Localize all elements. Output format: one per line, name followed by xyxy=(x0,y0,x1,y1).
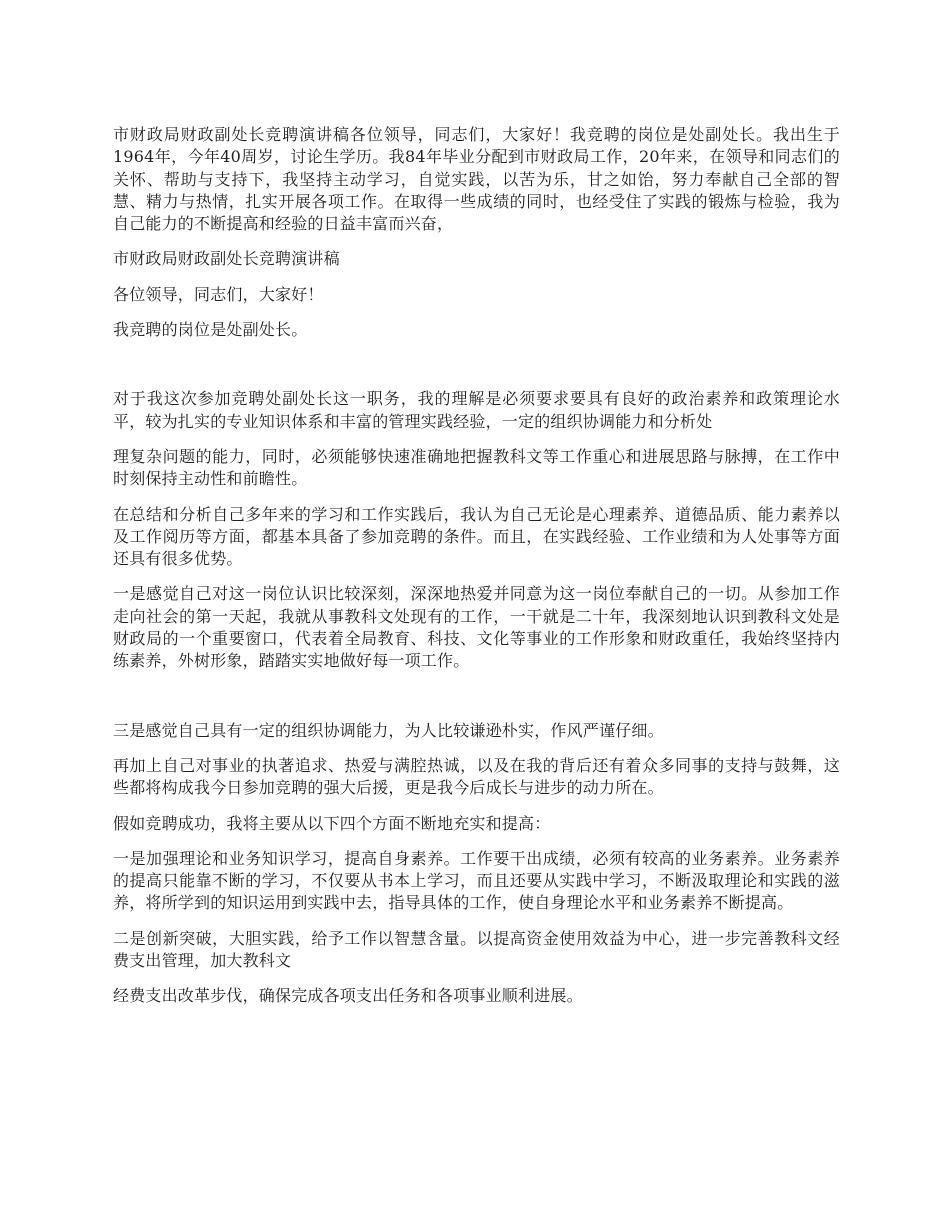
document-body xyxy=(113,124,840,1021)
paragraph-plan-intro: 假如竞聘成功，我将主要从以下四个方面不断地充实和提高： xyxy=(113,813,551,833)
paragraph-intro: 市财政局财政副处长竞聘演讲稿各位领导，同志们，大家好！我竞聘的岗位是处副处长。我出生于1964年，今年40周岁，讨论生学历。我84年毕业分配到市财政局工作，20年来，在领导和同志们的关怀、帮助与支持下，我坚持主动学习，自觉实践，以苦为乐，甘之如饴，努力奉献自己全部的智慧、精力与热情，扎实开展各项工作。在取得一些成绩的同时，也经受住了实践的锻炼与检验，我为自己能力的不断提高和经验的日益丰富而兴奋， xyxy=(113,125,840,234)
paragraph-title: 市财政局财政副处长竞聘演讲稿 xyxy=(113,249,340,269)
paragraph-plan-two-cont: 经费支出改革步伐，确保完成各项支出任务和各项事业顺利进展。 xyxy=(113,986,583,1006)
paragraph-gap xyxy=(113,686,840,720)
paragraph-point-one: 一是感觉自己对这一岗位认识比较深刻，深深地热爱并同意为这一岗位奉献自己的一切。从参加工作走向社会的第一天起，我就从事教科文处现有的工作，一干就是二十年，我深刻地认识到教科文处是财政局的一个重要窗口，代表着全局教育、科技、文化等事业的工作形象和财政重任，我始终坚持内练素养，外树形象，踏踏实实地做好每一项工作。 xyxy=(113,584,840,671)
paragraph-plan-one: 一是加强理论和业务知识学习，提高自身素养。工作要干出成绩，必须有较高的业务素养。业务素养的提高只能靠不断的学习，不仅要从书本上学习，而且还要从实践中学习，不断汲取理论和实践的滋养，将所学到的知识运用到实践中去，指导具体的工作，使自身理论水平和业务素养不断提高。 xyxy=(113,848,840,913)
paragraph-understanding-cont: 理复杂问题的能力，同时，必须能够快速准确地把握教科文等工作重心和进展思路与脉搏，在工作中时刻保持主动性和前瞻性。 xyxy=(113,446,840,489)
paragraph-summary: 在总结和分析自己多年来的学习和工作实践后，我认为自己无论是心理素养、道德品质、能力素养以及工作阅历等方面，都基本具备了参加竞聘的条件。而且，在实践经验、工作业绩和为人处事等方面还具有很多优势。 xyxy=(113,504,840,569)
paragraph-gap xyxy=(113,354,840,388)
paragraph-understanding: 对于我这次参加竞聘处副处长这一职务，我的理解是必须要求要具有良好的政治素养和政策理论水平，较为扎实的专业知识体系和丰富的管理实践经验，一定的组织协调能力和分析处 xyxy=(113,389,840,431)
paragraph-position: 我竞聘的岗位是处副处长。 xyxy=(113,320,308,340)
paragraph-greeting: 各位领导，同志们，大家好！ xyxy=(113,284,324,304)
paragraph-support: 再加上自己对事业的执著追求、热爱与满腔热诚，以及在我的背后还有着众多同事的支持与鼓舞，这些都将构成我今日参加竞聘的强大后援，更是我今后成长与进步的动力所在。 xyxy=(113,755,840,798)
paragraph-plan-two: 二是创新突破，大胆实践，给予工作以智慧含量。以提高资金使用效益为中心，进一步完善教科文经费支出管理，加大教科文 xyxy=(113,928,840,971)
paragraph-point-three: 三是感觉自己具有一定的组织协调能力，为人比较谦逊朴实，作风严谨仔细。 xyxy=(113,720,664,740)
